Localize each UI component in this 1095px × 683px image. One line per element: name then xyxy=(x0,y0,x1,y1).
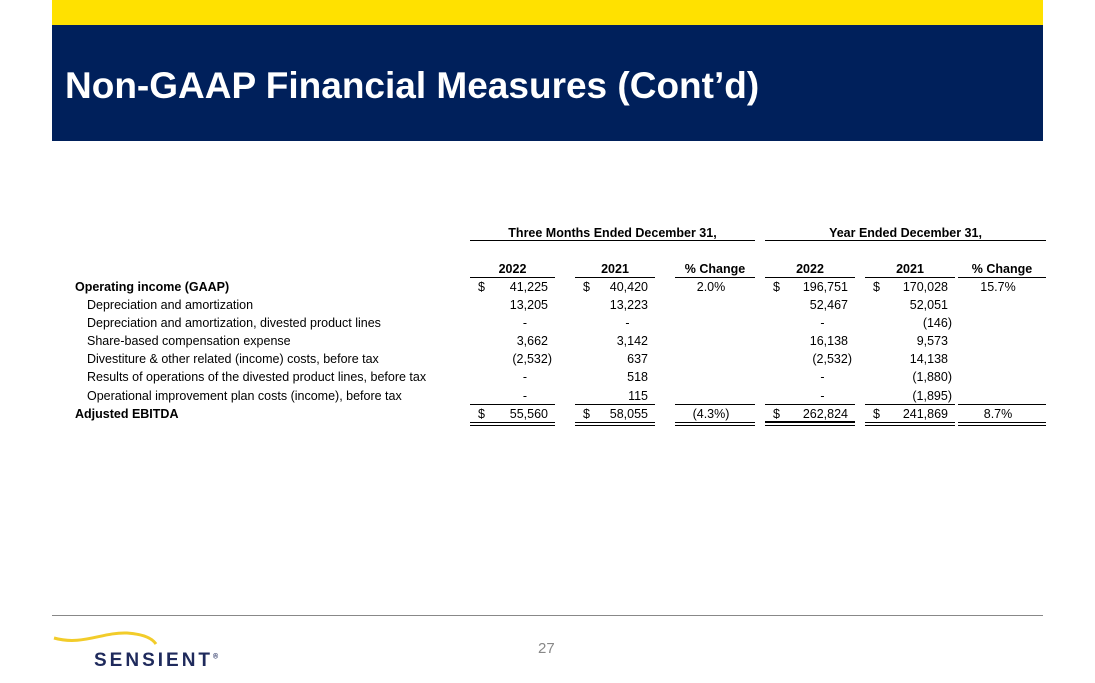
footer-divider xyxy=(52,615,1043,616)
total-emphasis xyxy=(765,421,855,423)
cell-value: 16,138 xyxy=(809,334,848,348)
cell-value: (2,532) xyxy=(812,352,852,366)
group-header: Three Months Ended December 31, xyxy=(508,226,717,240)
row-label: Operational improvement plan costs (income), before tax xyxy=(87,389,402,403)
cell-value: (1,895) xyxy=(912,389,952,403)
subtotal-line xyxy=(575,404,655,405)
currency-symbol: $ xyxy=(583,280,590,294)
cell-value: - xyxy=(625,316,630,330)
cell-value: - xyxy=(820,370,825,384)
row-label: Divestiture & other related (income) costs, before tax xyxy=(87,352,379,366)
underline xyxy=(865,277,955,278)
row-label: Adjusted EBITDA xyxy=(75,407,179,421)
cell-value: 13,205 xyxy=(509,298,548,312)
cell-value: - xyxy=(522,316,528,330)
row-label: Operating income (GAAP) xyxy=(75,280,230,294)
cell-value: (4.3%) xyxy=(692,407,730,421)
cell-value: 3,142 xyxy=(616,334,648,348)
cell-value: (146) xyxy=(922,316,952,330)
logo-swoosh-icon xyxy=(52,630,162,652)
subtotal-line xyxy=(865,404,955,405)
currency-symbol: $ xyxy=(478,407,485,421)
cell-value: - xyxy=(820,316,825,330)
logo-registered-mark: ® xyxy=(213,653,219,661)
row-label: Share-based compensation expense xyxy=(87,334,291,348)
cell-value: 52,051 xyxy=(909,298,948,312)
cell-value: 13,223 xyxy=(609,298,648,312)
underline xyxy=(575,277,655,278)
cell-value: 262,824 xyxy=(802,407,848,421)
currency-symbol: $ xyxy=(773,407,780,421)
cell-value: 9,573 xyxy=(916,334,948,348)
currency-symbol: $ xyxy=(773,280,780,294)
cell-value: - xyxy=(820,389,825,403)
cell-value: 637 xyxy=(627,352,648,366)
cell-value: 41,225 xyxy=(509,280,548,294)
underline xyxy=(958,277,1046,278)
subtotal-line xyxy=(470,404,555,405)
total-double-line xyxy=(575,422,655,426)
column-header: % Change xyxy=(971,262,1033,276)
cell-value: - xyxy=(522,370,528,384)
column-header: 2022 xyxy=(796,262,824,276)
cell-value: 115 xyxy=(628,389,648,403)
page-number: 27 xyxy=(538,640,555,657)
row-label: Depreciation and amortization, divested product lines xyxy=(87,316,381,330)
cell-value: 170,028 xyxy=(902,280,948,294)
currency-symbol: $ xyxy=(873,407,880,421)
currency-symbol: $ xyxy=(873,280,880,294)
total-double-line xyxy=(675,422,755,426)
currency-symbol: $ xyxy=(478,280,485,294)
cell-value: 518 xyxy=(627,370,648,384)
cell-value: (2,532) xyxy=(512,352,552,366)
underline xyxy=(765,277,855,278)
total-double-line xyxy=(865,422,955,426)
column-header: 2021 xyxy=(601,262,629,276)
cell-value: 3,662 xyxy=(516,334,548,348)
cell-value: 40,420 xyxy=(609,280,648,294)
cell-value: 52,467 xyxy=(809,298,848,312)
logo-text: SENSIENT xyxy=(94,650,214,671)
cell-value: 58,055 xyxy=(609,407,648,421)
row-label: Results of operations of the divested product lines, before tax xyxy=(87,370,427,384)
group-header: Year Ended December 31, xyxy=(829,226,982,240)
column-header: % Change xyxy=(684,262,746,276)
accent-bar xyxy=(52,0,1043,25)
cell-value: 55,560 xyxy=(509,407,548,421)
subtotal-line xyxy=(958,404,1046,405)
underline xyxy=(675,277,755,278)
currency-symbol: $ xyxy=(583,407,590,421)
cell-value: 2.0% xyxy=(696,280,726,294)
cell-value: 241,869 xyxy=(902,407,948,421)
total-double-line xyxy=(958,422,1046,426)
page-title: Non-GAAP Financial Measures (Cont’d) xyxy=(65,65,760,106)
subtotal-line xyxy=(765,404,855,405)
cell-value: - xyxy=(522,389,528,403)
cell-value: 14,138 xyxy=(909,352,948,366)
title-banner xyxy=(52,25,1043,141)
subtotal-line xyxy=(675,404,755,405)
total-double-line xyxy=(470,422,555,426)
row-label: Depreciation and amortization xyxy=(87,298,254,312)
column-header: 2021 xyxy=(896,262,924,276)
underline xyxy=(470,240,755,241)
cell-value: (1,880) xyxy=(912,370,952,384)
underline xyxy=(470,277,555,278)
sensient-logo xyxy=(52,630,219,671)
column-header: 2022 xyxy=(498,262,527,276)
underline xyxy=(765,240,1046,241)
cell-value: 8.7% xyxy=(983,407,1013,421)
cell-value: 196,751 xyxy=(802,280,848,294)
cell-value: 15.7% xyxy=(980,280,1016,294)
